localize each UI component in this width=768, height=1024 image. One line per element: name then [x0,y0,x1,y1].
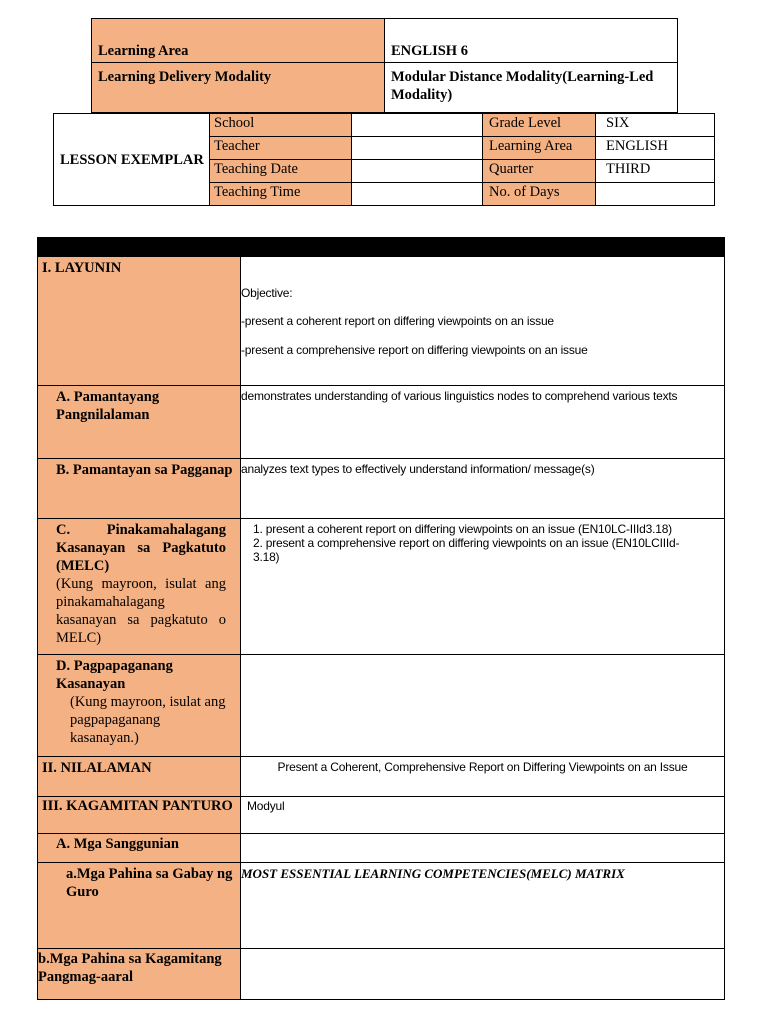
pamantayan-sa-pagganap-label: B. Pamantayan sa Pagganap [38,459,241,519]
school-label: School [210,114,352,137]
pagpapaganang-label: D. Pagpapaganang Kasanayan [56,658,173,692]
table-header-row [38,238,725,257]
learning-area-header [91,18,678,113]
table-row [38,519,725,655]
kagamitang-label: b.Mga Pahina sa Kagamitang Pangmag-aaral [38,949,241,1000]
quarter-value: THIRD [596,160,715,183]
kagamitan-label: III. KAGAMITAN PANTURO [38,797,241,834]
school-value [352,114,483,137]
lesson-info-table [53,113,715,206]
table-row [38,386,725,459]
grade-level-value: SIX [596,114,715,137]
grade-level-label: Grade Level [483,114,596,137]
lesson-plan-table [37,237,725,1000]
sanggunian-label: A. Mga Sanggunian [38,834,241,863]
table-row [38,257,725,386]
modality-label: Learning Delivery Modality [92,63,385,113]
lesson-exemplar-title: LESSON EXEMPLAR [54,114,210,206]
table-row [38,757,725,797]
learning-area-value: ENGLISH 6 [385,19,678,63]
modality-value: Modular Distance Modality(Learning-Led Modality) [385,63,678,113]
teaching-date-label: Teaching Date [210,160,352,183]
teaching-date-value [352,160,483,183]
melc-note: (Kung mayroon, isulat ang pinakamahalagang kasanayan sa pagkatuto o MELC) [56,576,226,646]
learning-area-info-label: Learning Area [483,137,596,160]
melc-label: C. Pinakamahalagang Kasanayan sa Pagkatuto (MELC) [56,522,226,574]
pamantayang-pangnilalaman-label: A. Pamantayang Pangnilalaman [38,386,241,459]
learning-area-info-value: ENGLISH [596,137,715,160]
table-row [38,863,725,949]
teacher-value [352,137,483,160]
kagamitan-value: Modyul [241,797,725,834]
melc-item-2: 2. present a comprehensive report on differing viewpoints on an issue (EN10LCIIId-3.18) [253,536,680,564]
pamantayang-pangnilalaman-value: demonstrates understanding of various linguistics nodes to comprehend various texts [241,386,725,459]
nilalaman-label: II. NILALAMAN [38,757,241,797]
nilalaman-value: Present a Coherent, Comprehensive Report on Differing Viewpoints on an Issue [241,757,725,797]
melc-item-1: 1. present a coherent report on differing viewpoints on an issue (EN10LC-IIId3.18) [253,522,672,536]
table-row [38,797,725,834]
no-of-days-value [596,183,715,206]
quarter-label: Quarter [483,160,596,183]
pagpapaganang-note: (Kung mayroon, isulat ang pagpapaganang kasanayan.) [70,694,226,746]
teaching-time-value [352,183,483,206]
objective-1: -present a coherent report on differing viewpoints on an issue [241,314,554,328]
table-row [38,949,725,1000]
pamantayan-sa-pagganap-value: analyzes text types to effectively understand information/ message(s) [241,459,725,519]
learning-area-label: Learning Area [92,19,385,63]
teacher-label: Teacher [210,137,352,160]
gabay-value: MOST ESSENTIAL LEARNING COMPETENCIES(MELC) MATRIX [241,863,725,949]
layunin-label: I. LAYUNIN [38,257,241,386]
table-row [38,834,725,863]
no-of-days-label: No. of Days [483,183,596,206]
table-row [38,459,725,519]
gabay-label: a.Mga Pahina sa Gabay ng Guro [38,863,241,949]
table-row [38,655,725,757]
objective-2: -present a comprehensive report on differing viewpoints on an issue [241,343,588,357]
teaching-time-label: Teaching Time [210,183,352,206]
objective-title: Objective: [241,286,293,300]
